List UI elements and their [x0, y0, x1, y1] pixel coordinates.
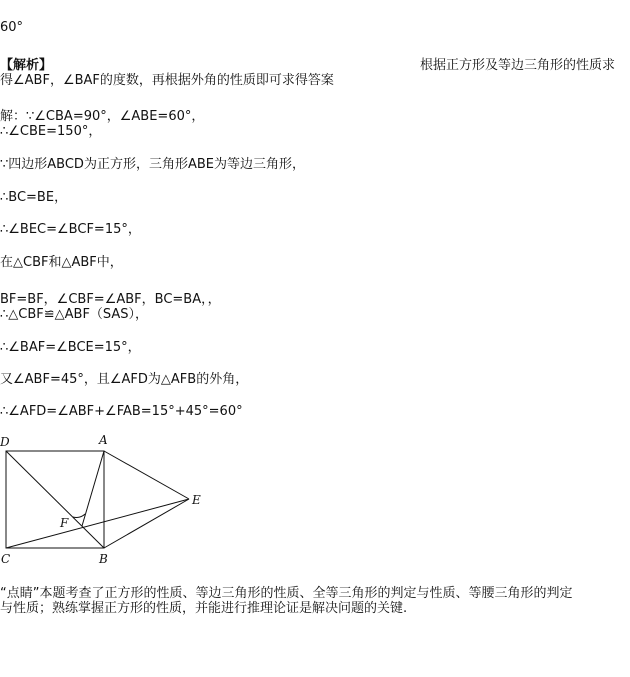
solution-line-3: ∵四边形ABCD为正方形，三角形ABE为等边三角形， [0, 157, 305, 172]
analysis-intro-right: 根据正方形及等边三角形的性质求 [420, 58, 616, 73]
label-d: D [0, 435, 10, 449]
segment-ce [6, 499, 189, 548]
comment-line-2: 与性质；熟练掌握正方形的性质，并能进行推理论证是解决问题的关键. [0, 601, 408, 616]
analysis-intro-continued: 得∠ABF，∠BAF的度数，再根据外角的性质即可求得答案 [0, 73, 334, 88]
solution-line-9: ∴∠BAF=∠BCE=15°， [0, 340, 141, 355]
solution-line-7: BF=BF，∠CBF=∠ABF，BC=BA，， [0, 292, 221, 307]
solution-line-11: ∴∠AFD=∠ABF+∠FAB=15°+45°=60° [0, 404, 243, 419]
angle-arc-f [73, 514, 85, 518]
analysis-heading: 【解析】 [0, 58, 53, 73]
solution-line-1: 解：∵∠CBA=90°，∠ABE=60°， [0, 109, 205, 124]
comment-line-1: “点睛”本题考查了正方形的性质、等边三角形的性质、全等三角形的判定与性质、等腰三角形的判定 [0, 586, 573, 601]
segment-be [104, 499, 189, 548]
solution-line-5: ∴∠BEC=∠BCF=15°， [0, 222, 141, 237]
label-b: B [99, 552, 108, 566]
geometry-figure [0, 430, 230, 570]
segment-af [82, 451, 104, 526]
label-e: E [192, 493, 201, 507]
label-c: C [1, 552, 11, 566]
answer-text: 60° [0, 20, 24, 35]
solution-line-2: ∴∠CBE=150°， [0, 124, 102, 139]
label-a: A [99, 433, 108, 447]
solution-line-8: ∴△CBF≌△ABF（SAS）， [0, 307, 149, 322]
solution-line-6: 在△CBF和△ABF中， [0, 255, 123, 270]
solution-line-10: 又∠ABF=45°，且∠AFD为△AFB的外角， [0, 372, 249, 387]
segment-ae [104, 451, 189, 499]
solution-line-4: ∴BC=BE， [0, 190, 68, 205]
label-f: F [60, 516, 69, 530]
